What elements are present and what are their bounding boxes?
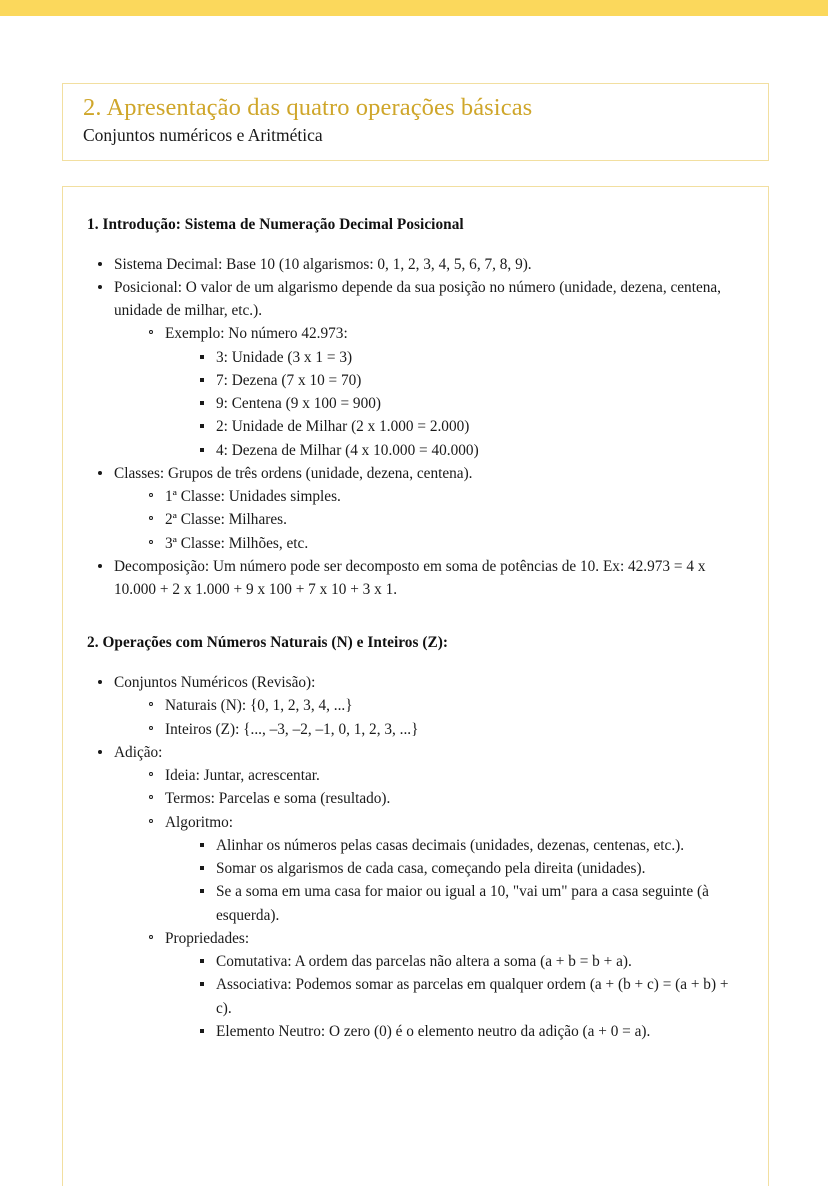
nested-list — [189, 346, 742, 462]
page-subtitle: Conjuntos numéricos e Aritmética — [83, 124, 323, 145]
list-item-text: Decomposição: Um número pode ser decomposto em soma de potências de 10. Ex: 42.973 = 4 x 10.000 + 2 x 1.000 + 9 x 100 + 7 x 10 + 3 x 1. — [114, 555, 742, 602]
list-item-text: Associativa: Podemos somar as parcelas em qualquer ordem (a + (b + c) = (a + b) + c). — [216, 973, 742, 1020]
nested-list — [138, 694, 742, 741]
list-item-text: Conjuntos Numéricos (Revisão): — [114, 671, 742, 694]
list-item — [138, 322, 742, 462]
list-item — [87, 276, 742, 462]
list-item — [87, 253, 742, 276]
list-item — [189, 857, 742, 880]
list-item — [138, 532, 742, 555]
list-item-text: 3: Unidade (3 x 1 = 3) — [216, 346, 742, 369]
list-item-text: Classes: Grupos de três ordens (unidade, dezena, centena). — [114, 462, 742, 485]
list-item — [189, 880, 742, 927]
list-item-text: Sistema Decimal: Base 10 (10 algarismos: 0, 1, 2, 3, 4, 5, 6, 7, 8, 9). — [114, 253, 742, 276]
list-item-text: 7: Dezena (7 x 10 = 70) — [216, 369, 742, 392]
nested-list — [138, 764, 742, 1043]
nested-list — [189, 950, 742, 1043]
list-item-text: Adição: — [114, 741, 742, 764]
list-item — [138, 485, 742, 508]
list-item — [189, 950, 742, 973]
list-item-text: Elemento Neutro: O zero (0) é o elemento neutro da adição (a + 0 = a). — [216, 1020, 742, 1043]
list-item-text: 2ª Classe: Milhares. — [165, 508, 742, 531]
list-item — [87, 462, 742, 555]
top-accent-bar — [0, 0, 828, 16]
list-item — [87, 671, 742, 741]
list-item-text: Propriedades: — [165, 927, 742, 950]
document-content-panel — [62, 186, 769, 1186]
list-item — [138, 718, 742, 741]
list-item-text: Comutativa: A ordem das parcelas não altera a soma (a + b = b + a). — [216, 950, 742, 973]
list-item-text: Ideia: Juntar, acrescentar. — [165, 764, 742, 787]
list-item — [87, 555, 742, 602]
list-item — [189, 834, 742, 857]
list-item-text: 9: Centena (9 x 100 = 900) — [216, 392, 742, 415]
list-item — [189, 1020, 742, 1043]
list-item-text: Naturais (N): {0, 1, 2, 3, 4, ...} — [165, 694, 742, 717]
list-item — [138, 811, 742, 927]
list-item-text: 1ª Classe: Unidades simples. — [165, 485, 742, 508]
list-item-text: Alinhar os números pelas casas decimais (unidades, dezenas, centenas, etc.). — [216, 834, 742, 857]
list-item — [138, 927, 742, 1043]
list-item-text: Posicional: O valor de um algarismo depende da sua posição no número (unidade, dezena, centena, unidade de milhar, etc.). — [114, 276, 742, 323]
section-heading-1: 1. Introdução: Sistema de Numeração Decimal Posicional — [87, 216, 464, 233]
list-item — [189, 392, 742, 415]
list-item-text: Termos: Parcelas e soma (resultado). — [165, 787, 742, 810]
nested-list — [138, 322, 742, 462]
list-item-text: Somar os algarismos de cada casa, começando pela direita (unidades). — [216, 857, 742, 880]
page-title: 2. Apresentação das quatro operações básicas — [83, 94, 533, 121]
list-item-text: 4: Dezena de Milhar (4 x 10.000 = 40.000) — [216, 439, 742, 462]
list-item — [189, 415, 742, 438]
list-item — [138, 764, 742, 787]
list-item-text: Se a soma em uma casa for maior ou igual a 10, "vai um" para a casa seguinte (à esquerda). — [216, 880, 742, 927]
list-item-text: Exemplo: No número 42.973: — [165, 322, 742, 345]
list-item — [138, 787, 742, 810]
document-page — [0, 16, 828, 1171]
list-item — [189, 346, 742, 369]
list-item — [138, 694, 742, 717]
list-item-text: 3ª Classe: Milhões, etc. — [165, 532, 742, 555]
list-item — [189, 973, 742, 1020]
document-header-panel — [62, 83, 769, 161]
list-item — [189, 369, 742, 392]
list-item — [189, 439, 742, 462]
section-1-list — [87, 253, 742, 602]
nested-list — [138, 485, 742, 555]
list-item — [87, 741, 742, 1043]
list-item-text: Algoritmo: — [165, 811, 742, 834]
nested-list — [189, 834, 742, 927]
section-heading-2: 2. Operações com Números Naturais (N) e Inteiros (Z): — [87, 634, 449, 652]
list-item-text: 2: Unidade de Milhar (2 x 1.000 = 2.000) — [216, 415, 742, 438]
section-2-list — [87, 671, 742, 1043]
list-item — [138, 508, 742, 531]
list-item-text: Inteiros (Z): {..., –3, –2, –1, 0, 1, 2, 3, ...} — [165, 718, 742, 741]
